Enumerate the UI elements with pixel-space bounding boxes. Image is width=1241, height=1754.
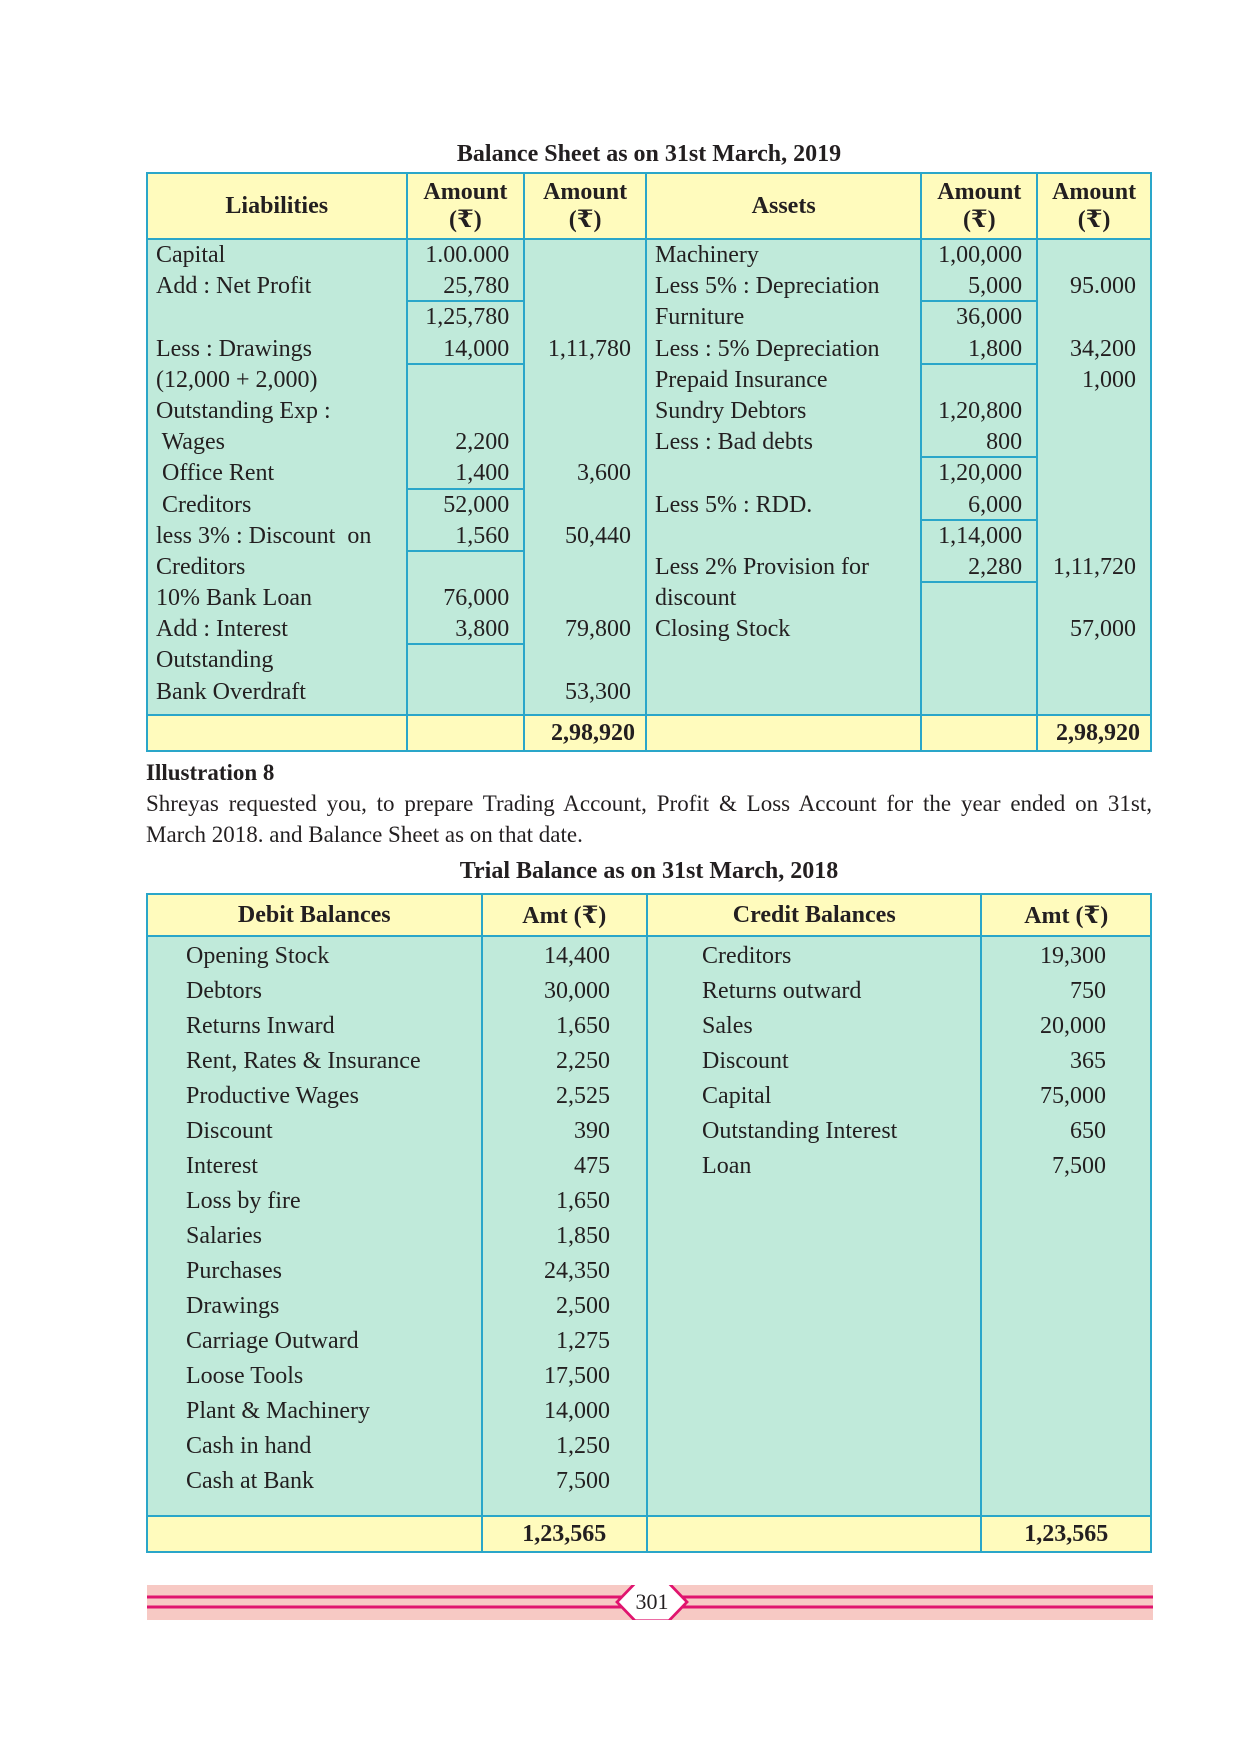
liability-line: Bank Overdraft xyxy=(156,678,306,705)
debit-item-name: Productive Wages xyxy=(186,1083,359,1109)
illustration-heading: Illustration 8 xyxy=(146,760,275,785)
debit-item-amount: 24,350 xyxy=(544,1258,611,1284)
debit-item-name: Interest xyxy=(186,1153,258,1179)
amount-cell: 53,300 xyxy=(564,678,631,705)
asset-line: Sundry Debtors xyxy=(654,397,807,424)
amount-cell xyxy=(1038,583,1150,614)
asset-line: Less 5% : RDD. xyxy=(654,491,813,518)
debit-item-name: Loss by fire xyxy=(186,1188,301,1214)
amount-cell: 1,560 xyxy=(408,521,524,552)
credit-item-name: Sales xyxy=(702,1013,753,1039)
amount-cell xyxy=(525,552,645,583)
amount-cell xyxy=(408,552,524,583)
trial-balance-table xyxy=(146,893,1152,1553)
amount-cell xyxy=(922,614,1036,645)
amount-cell: 800 xyxy=(922,427,1036,458)
liability-line: Office Rent xyxy=(156,460,275,487)
amount-cell: 57,000 xyxy=(1070,616,1136,643)
debit-item-name: Opening Stock xyxy=(186,943,330,969)
debit-item-amount: 1,275 xyxy=(556,1328,611,1354)
credit-item-amount: 365 xyxy=(1070,1048,1106,1074)
total-debit: 1,23,565 xyxy=(482,1516,648,1552)
page-number: 301 xyxy=(635,1589,669,1614)
amount-cell: 25,780 xyxy=(408,271,524,302)
asset-line: Closing Stock xyxy=(654,616,791,643)
amount-cell xyxy=(525,396,645,427)
credit-item-amount: 750 xyxy=(1070,978,1106,1004)
total-assets: 2,98,920 xyxy=(1037,715,1151,751)
amount-cell xyxy=(922,583,1036,614)
amount-cell xyxy=(408,677,524,708)
amount-cell: 1,14,000 xyxy=(938,522,1023,549)
debit-item-name: Drawings xyxy=(186,1293,280,1319)
amount-cell xyxy=(525,427,645,458)
balance-sheet-title: Balance Sheet as on 31st March, 2019 xyxy=(456,141,842,167)
amount-cell: 50,440 xyxy=(564,522,631,549)
liability-amount2-column xyxy=(524,239,646,715)
amount-cell: 79,800 xyxy=(564,616,631,643)
amount-cell xyxy=(1038,302,1150,333)
debit-item-amount: 14,400 xyxy=(544,943,611,969)
trial-balance-title: Trial Balance as on 31st March, 2018 xyxy=(459,858,839,884)
header-debit-amt: Amt (₹) xyxy=(482,894,648,936)
amount-cell xyxy=(1038,677,1150,708)
amount-cell xyxy=(1038,427,1150,458)
asset-line: Furniture xyxy=(654,304,745,331)
debit-item-name: Plant & Machinery xyxy=(186,1398,370,1424)
asset-amount1-column xyxy=(921,239,1037,715)
debit-item-amount: 17,500 xyxy=(544,1363,611,1389)
debit-item-name: Salaries xyxy=(186,1223,262,1249)
amount-cell: 76,000 xyxy=(443,585,510,612)
header-amount-2: Amount (₹) xyxy=(524,173,646,239)
total-row-empty xyxy=(647,1516,981,1552)
total-row-empty xyxy=(147,1516,482,1552)
liability-line: Wages xyxy=(156,429,225,456)
amount-cell: 52,000 xyxy=(443,491,510,518)
debit-item-amount: 2,525 xyxy=(556,1083,611,1109)
asset-line: Machinery xyxy=(654,242,759,268)
amount-cell xyxy=(525,240,645,271)
amount-cell xyxy=(1038,645,1150,676)
debit-item-amount: 390 xyxy=(574,1118,611,1144)
debit-item-name: Purchases xyxy=(186,1258,282,1284)
debit-amounts-column xyxy=(482,936,648,1516)
liability-line: Creditors xyxy=(156,491,252,518)
amount-cell xyxy=(1038,240,1150,271)
credit-item-amount: 20,000 xyxy=(1040,1013,1106,1039)
debit-item-amount: 1,850 xyxy=(556,1223,611,1249)
debit-item-name: Debtors xyxy=(186,978,262,1004)
liability-line: less 3% : Discount on xyxy=(156,522,372,549)
amount-cell xyxy=(408,645,524,676)
credit-item-amount: 650 xyxy=(1070,1118,1106,1144)
asset-line: Less 2% Provision for xyxy=(654,553,869,580)
amount-cell: 36,000 xyxy=(956,304,1023,331)
amount-cell xyxy=(525,583,645,614)
total-row-empty xyxy=(407,715,525,751)
credit-item-name: Loan xyxy=(702,1153,752,1179)
liability-line: Outstanding Exp : xyxy=(156,397,331,424)
liability-line: Add : Net Profit xyxy=(156,273,312,300)
amount-cell: 1,400 xyxy=(408,458,524,489)
debit-item-amount: 1,650 xyxy=(556,1013,611,1039)
credit-item-name: Creditors xyxy=(702,943,792,969)
asset-line: discount xyxy=(654,585,737,612)
liability-line: Creditors xyxy=(156,553,246,580)
amount-cell: 1,20,000 xyxy=(938,460,1023,487)
amount-cell: 1,11,720 xyxy=(1052,553,1136,580)
header-debit-balances: Debit Balances xyxy=(147,894,482,936)
header-assets: Assets xyxy=(646,173,921,239)
amount-cell xyxy=(408,365,524,396)
amount-cell xyxy=(525,365,645,396)
total-credit: 1,23,565 xyxy=(981,1516,1151,1552)
debit-item-name: Loose Tools xyxy=(186,1363,304,1389)
amount-cell xyxy=(1038,396,1150,427)
total-row-empty xyxy=(646,715,921,751)
debit-item-amount: 1,250 xyxy=(556,1433,611,1459)
header-amount-3: Amount (₹) xyxy=(921,173,1037,239)
debit-item-name: Returns Inward xyxy=(186,1013,335,1039)
header-credit-amt: Amt (₹) xyxy=(981,894,1151,936)
asset-line: Less : 5% Depreciation xyxy=(654,335,880,362)
amount-cell: 1,800 xyxy=(922,334,1036,365)
liability-line: (12,000 + 2,000) xyxy=(156,366,318,393)
total-row-empty xyxy=(147,715,407,751)
asset-line xyxy=(647,458,920,489)
amount-cell xyxy=(525,645,645,676)
liabilities-column xyxy=(147,239,407,715)
credit-item-name: Capital xyxy=(702,1083,772,1109)
amount-cell xyxy=(525,271,645,302)
liability-line: 10% Bank Loan xyxy=(156,585,312,612)
amount-cell xyxy=(922,677,1036,708)
debit-item-amount: 14,000 xyxy=(544,1398,611,1424)
amount-cell: 1.00.000 xyxy=(425,242,510,268)
amount-cell xyxy=(922,365,1036,396)
asset-line xyxy=(647,645,920,676)
amount-cell: 1,00,000 xyxy=(938,242,1023,268)
amount-cell xyxy=(922,645,1036,676)
debit-item-name: Carriage Outward xyxy=(186,1328,359,1354)
header-liabilities: Liabilities xyxy=(147,173,407,239)
amount-cell: 2,280 xyxy=(922,552,1036,583)
credit-item-name: Discount xyxy=(702,1048,789,1074)
total-liabilities: 2,98,920 xyxy=(524,715,646,751)
amount-cell xyxy=(525,302,645,333)
credit-item-amount: 19,300 xyxy=(1040,943,1106,969)
asset-line xyxy=(647,521,920,552)
total-row-empty xyxy=(921,715,1037,751)
credit-item-amount: 75,000 xyxy=(1040,1083,1106,1109)
illustration-text: Shreyas requested you, to prepare Trading Account, Profit & Loss Account for the year ended on 31st, March 2018. and Balance Sheet as on that date. xyxy=(146,791,1152,847)
header-credit-balances: Credit Balances xyxy=(647,894,981,936)
amount-cell: 1,000 xyxy=(1082,366,1136,393)
credit-item-amount: 7,500 xyxy=(1052,1153,1106,1179)
debit-item-name: Rent, Rates & Insurance xyxy=(186,1048,421,1074)
amount-cell xyxy=(1038,490,1150,521)
amount-cell xyxy=(525,490,645,521)
credit-amounts-column xyxy=(981,936,1151,1516)
debit-item-amount: 7,500 xyxy=(556,1468,611,1494)
debit-names-column xyxy=(147,936,482,1516)
amount-cell: 1,11,780 xyxy=(547,335,631,362)
liability-line: Add : Interest xyxy=(156,616,288,643)
amount-cell: 34,200 xyxy=(1070,335,1136,362)
page-footer-band xyxy=(147,1585,1153,1620)
asset-line: Prepaid Insurance xyxy=(654,366,828,393)
liability-amount1-column xyxy=(407,239,525,715)
liability-line xyxy=(148,302,406,333)
amount-cell xyxy=(1038,458,1150,489)
liability-line: Less : Drawings xyxy=(156,335,312,362)
debit-item-amount: 475 xyxy=(574,1153,611,1179)
credit-item-name: Returns outward xyxy=(702,978,862,1004)
credit-item-name: Outstanding Interest xyxy=(702,1118,898,1144)
debit-item-amount: 30,000 xyxy=(544,978,611,1004)
header-amount-4: Amount (₹) xyxy=(1037,173,1151,239)
assets-column xyxy=(646,239,921,715)
asset-amount2-column xyxy=(1037,239,1151,715)
debit-item-name: Cash at Bank xyxy=(186,1468,314,1494)
amount-cell: 3,600 xyxy=(576,460,631,487)
asset-line: Less 5% : Depreciation xyxy=(654,273,880,300)
amount-cell: 14,000 xyxy=(408,334,524,365)
amount-cell: 1,20,800 xyxy=(938,397,1023,424)
amount-cell: 3,800 xyxy=(408,614,524,645)
balance-sheet-table xyxy=(146,172,1152,752)
amount-cell: 6,000 xyxy=(922,490,1036,521)
debit-item-amount: 2,500 xyxy=(556,1293,611,1319)
amount-cell xyxy=(408,396,524,427)
debit-item-amount: 1,650 xyxy=(556,1188,611,1214)
amount-cell: 2,200 xyxy=(455,429,510,456)
amount-cell xyxy=(1038,521,1150,552)
asset-line: Less : Bad debts xyxy=(654,429,813,456)
debit-item-name: Cash in hand xyxy=(186,1433,312,1459)
asset-line xyxy=(647,677,920,708)
amount-cell: 1,25,780 xyxy=(425,304,510,331)
liability-line: Outstanding xyxy=(156,647,274,674)
amount-cell: 95.000 xyxy=(1070,273,1136,300)
debit-item-name: Discount xyxy=(186,1118,273,1144)
debit-item-amount: 2,250 xyxy=(556,1048,611,1074)
credit-names-column xyxy=(647,936,981,1516)
header-amount-1: Amount (₹) xyxy=(407,173,525,239)
liability-line: Capital xyxy=(156,242,226,268)
amount-cell: 5,000 xyxy=(922,271,1036,302)
